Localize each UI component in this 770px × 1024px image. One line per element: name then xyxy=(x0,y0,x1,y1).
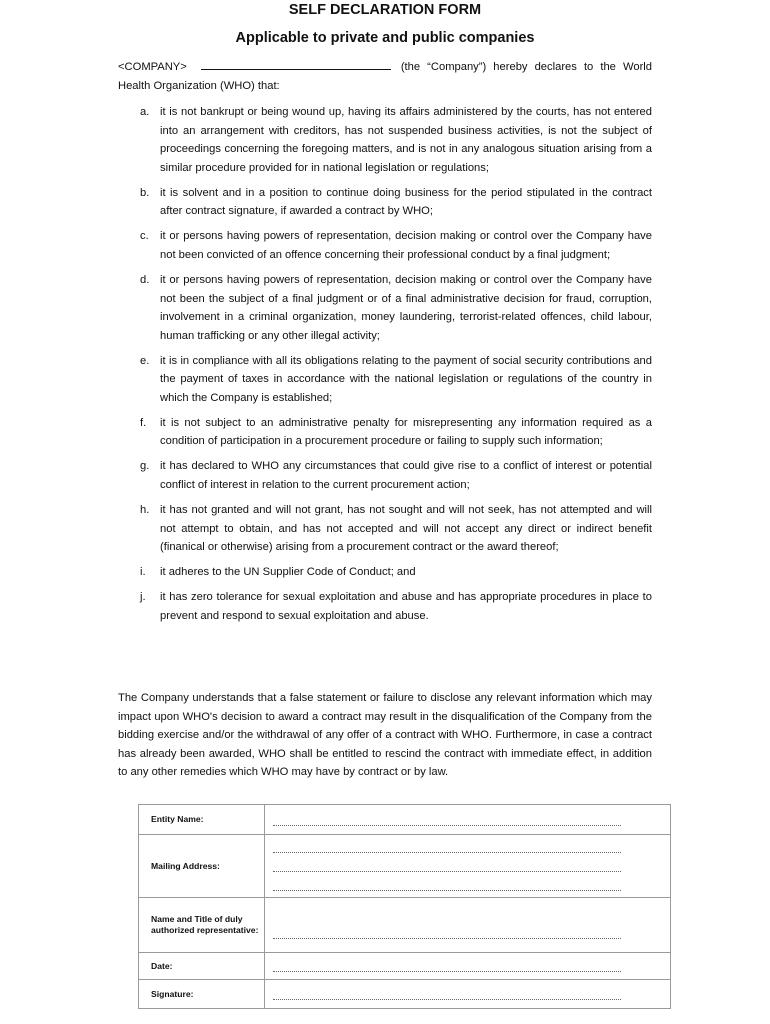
dotted-line xyxy=(273,988,621,1000)
company-name-blank[interactable] xyxy=(201,59,391,70)
item-text: it has declared to WHO any circumstances that could give rise to a conflict of interest or potential conflict of interest in relation to the current procurement action; xyxy=(160,460,652,492)
list-item xyxy=(118,103,652,177)
dotted-line xyxy=(273,927,621,939)
list-item xyxy=(118,227,652,264)
signature-form-table xyxy=(138,804,671,1009)
list-item xyxy=(118,501,652,557)
item-letter: e. xyxy=(140,354,150,367)
item-letter: c. xyxy=(140,230,149,243)
date-field[interactable] xyxy=(265,953,671,980)
signature-label: Signature: xyxy=(139,980,265,1009)
list-item xyxy=(118,457,652,494)
item-letter: j. xyxy=(140,591,146,604)
item-text: it has zero tolerance for sexual exploitation and abuse and has appropriate procedures in place to prevent and respond to sexual exploitation and abuse. xyxy=(160,591,652,622)
dotted-line xyxy=(273,879,621,891)
representative-field[interactable] xyxy=(265,898,671,953)
item-letter: d. xyxy=(140,273,150,286)
item-letter: b. xyxy=(140,186,150,199)
list-item xyxy=(118,184,652,221)
form-row-address xyxy=(139,835,671,898)
closing-paragraph: The Company understands that a false statement or failure to disclose any relevant information which may impact upon WHO's decision to award a contract may result in the disqualification of the Company from the bidding exercise and/or the withdrawal of any offer of a contract with WHO. Furthermore, in case a contract has already been awarded, WHO shall be entitled to rescind the contract with immediate effect, in addition to any other remedies which WHO may have by contract or by law. xyxy=(118,692,652,779)
item-letter: a. xyxy=(140,106,150,118)
form-row-date xyxy=(139,953,671,980)
list-item xyxy=(118,563,652,582)
item-text: it has not granted and will not grant, has not sought and will not seek, has not attempted and will not attempt to obtain, and has not accepted and will not accept any direct or indirect benefit (finanical or otherwise) arising from a procurement contract or the award thereof; xyxy=(160,504,652,554)
item-text: it or persons having powers of representation, decision making or control over the Company have not been convicted of an offence concerning their professional conduct by a final judgment; xyxy=(160,230,652,261)
item-text: it is not bankrupt or being wound up, having its affairs administered by the courts, has not entered into an arrangement with creditors, has not suspended business activities, is not the subject of proceedings concerning the foregoing matters, and is not in any analogous situation arising from a similar procedure provided for in national legislation or regulations; xyxy=(160,106,652,174)
declaration-list xyxy=(118,103,652,632)
item-text: it adheres to the UN Supplier Code of Conduct; and xyxy=(160,566,416,579)
list-item xyxy=(118,414,652,451)
representative-label: Name and Title of duly authorized representative: xyxy=(139,898,265,953)
item-text: it is solvent and in a position to continue doing business for the period stipulated in the contract after contract signature, if awarded a contract by WHO; xyxy=(160,186,652,218)
entity-name-field[interactable] xyxy=(265,805,671,835)
dotted-line xyxy=(273,860,621,872)
item-letter: g. xyxy=(140,460,150,473)
page-subtitle: Applicable to private and public companies xyxy=(235,30,535,46)
date-label: Date: xyxy=(139,953,265,980)
list-item xyxy=(118,588,652,625)
list-item xyxy=(118,271,652,345)
item-letter: i. xyxy=(140,566,146,579)
page-title: SELF DECLARATION FORM xyxy=(288,2,482,18)
form-row-entity xyxy=(139,805,671,835)
form-row-signature xyxy=(139,980,671,1009)
dotted-line xyxy=(273,960,621,972)
item-text: it is in compliance with all its obligations relating to the payment of social security contributions and the payment of taxes in accordance with the national legislation or regulations of the country in which the Company is established; xyxy=(160,354,652,404)
company-placeholder: <COMPANY> xyxy=(118,61,187,73)
mailing-address-field[interactable] xyxy=(265,835,671,898)
item-letter: f. xyxy=(140,416,147,429)
intro-paragraph xyxy=(118,58,652,95)
mailing-address-label: Mailing Address: xyxy=(139,835,265,898)
item-text: it is not subject to an administrative penalty for misrepresenting any information required as a condition of participation in a procurement procedure or failing to supply such information; xyxy=(160,416,652,448)
entity-name-label: Entity Name: xyxy=(139,805,265,835)
list-item xyxy=(118,352,652,408)
item-text: it or persons having powers of representation, decision making or control over the Company have not been the subject of a final judgment or of a final administrative decision for fraud, corruption, involvement in a criminal organization, money laundering, terrorist-related offences, child labour, human trafficking or any other illegal activity; xyxy=(160,273,652,342)
dotted-line xyxy=(273,814,621,826)
item-letter: h. xyxy=(140,504,150,517)
intro-text: (the “Company”) hereby declares to the World Health Organization (WHO) that: xyxy=(118,61,652,92)
dotted-line xyxy=(273,841,621,853)
form-row-representative xyxy=(139,898,671,953)
signature-field[interactable] xyxy=(265,980,671,1009)
